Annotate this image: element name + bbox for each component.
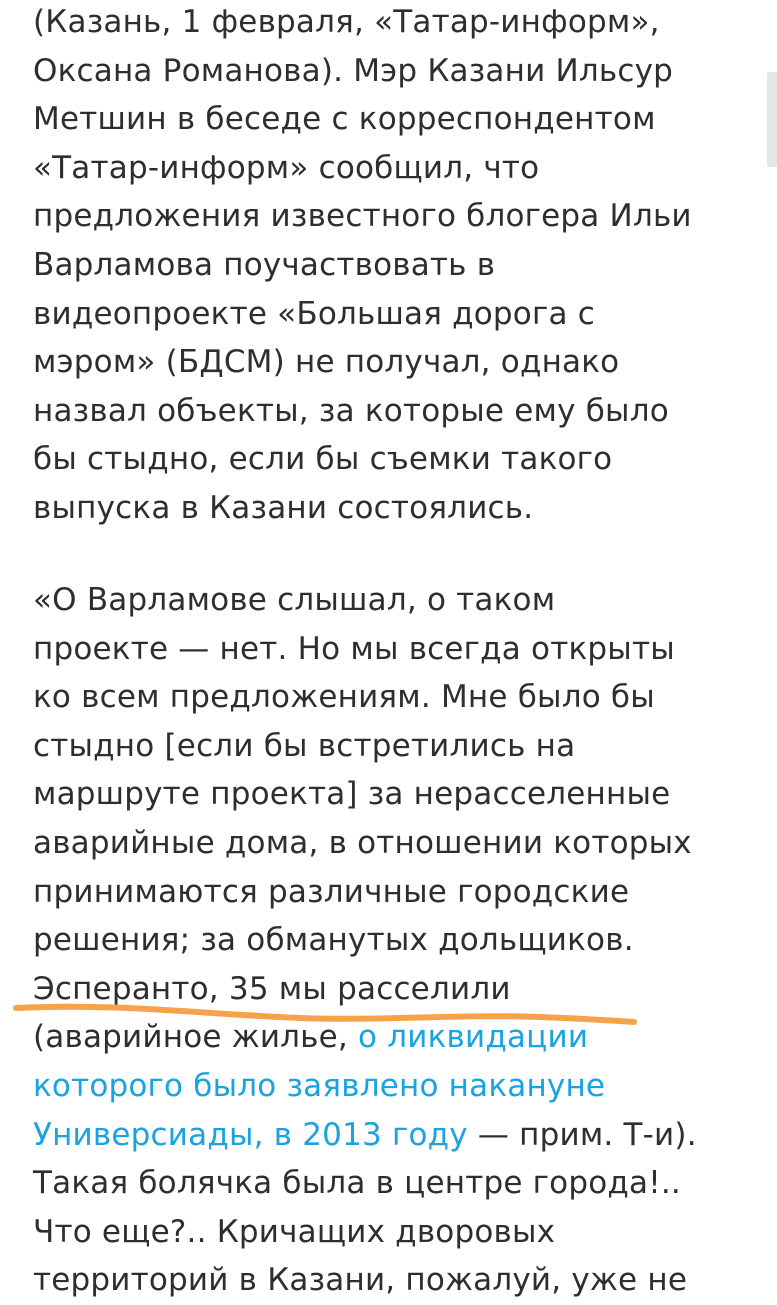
text-line: Метшин в беседе с корреспондентом: [33, 101, 656, 138]
text-line: Оксана Романова). Мэр Казани Ильсур: [33, 52, 674, 89]
text-line: Варламова поучаствовать в: [33, 246, 496, 283]
text-line-with-link: [33, 1062, 697, 1111]
text-line: мэром» (БДСМ) не получал, однако: [33, 344, 620, 381]
text-line: выпуска в Казани состоялись.: [33, 489, 534, 526]
highlighted-text-line: Эсперанто, 35 мы расселили: [33, 970, 511, 1007]
text-line: «О Варламове слышал, о таком: [33, 582, 556, 618]
text-line: назвал объекты, за которые ему было: [33, 392, 669, 429]
paragraph-intro: [33, 0, 692, 533]
news-link-part-1[interactable]: о ликвидации: [358, 1019, 589, 1056]
news-link-part-3[interactable]: Универсиады, в 2013 году: [33, 1116, 468, 1153]
text-line: предложения известного блогера Ильи: [33, 198, 692, 235]
scrollbar-thumb[interactable]: [767, 72, 777, 167]
text-line: территорий в Казани, пожалуй, уже не: [33, 1262, 688, 1299]
text-fragment: — прим. Т-и).: [467, 1116, 697, 1153]
text-line: ко всем предложениям. Мне было бы: [33, 679, 655, 716]
text-line: «Татар-информ» сообщил, что: [33, 149, 540, 186]
news-link-part-2[interactable]: которого было заявлено накануне: [33, 1067, 606, 1104]
text-line: Такая болячка была в центре города!..: [33, 1165, 681, 1202]
text-line: маршруте проекта] за нерасселенные: [33, 776, 671, 813]
text-line: бы стыдно, если бы съемки такого: [33, 441, 613, 478]
text-line: (Казань, 1 февраля, «Татар-информ»,: [33, 4, 660, 40]
text-fragment: (аварийное жилье,: [33, 1019, 359, 1056]
paragraph-quote: [33, 576, 697, 1305]
text-line: принимаются различные городские: [33, 873, 630, 910]
text-line-with-link: [33, 1111, 697, 1160]
scrollbar[interactable]: [765, 0, 777, 1280]
text-line: решения; за обманутых дольщиков.: [33, 922, 634, 959]
text-line: аварийные дома, в отношении которых: [33, 824, 692, 861]
text-line: видеопроекте «Большая дорога с: [33, 295, 595, 332]
text-line: проекте — нет. Но мы всегда открыты: [33, 630, 675, 667]
text-line-with-link: [33, 1013, 697, 1062]
text-line: Что еще?.. Кричащих дворовых: [33, 1213, 556, 1250]
text-line: стыдно [если бы встретились на: [33, 727, 576, 764]
